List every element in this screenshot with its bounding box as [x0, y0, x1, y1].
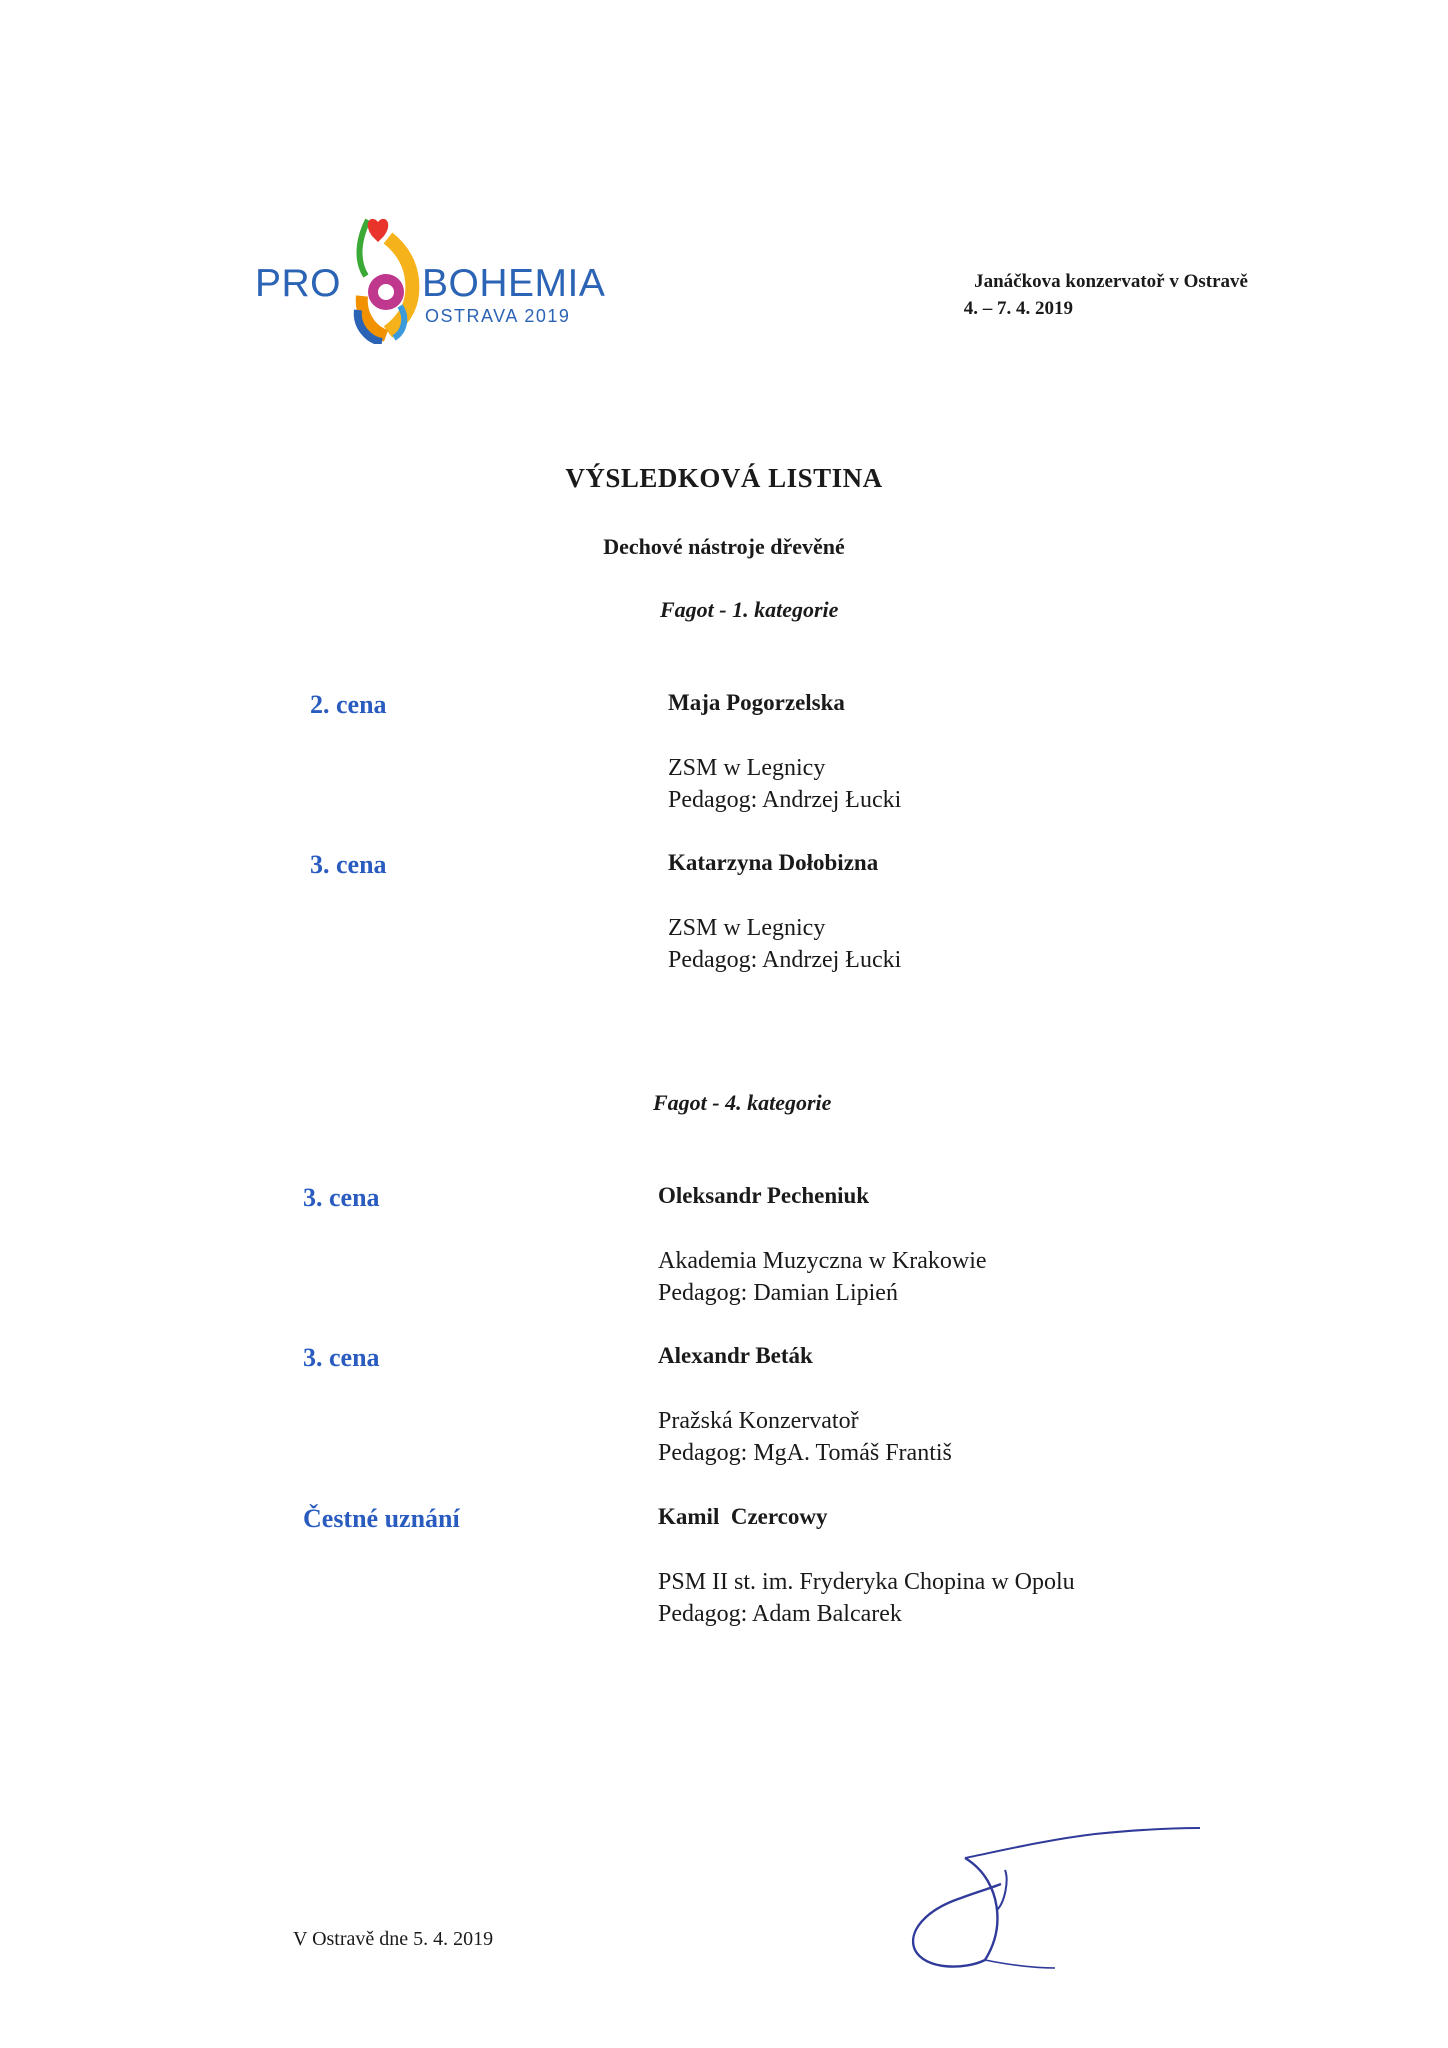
teacher-name: Pedagog: Andrzej Łucki [668, 947, 902, 973]
pro-bohemia-logo [250, 210, 610, 350]
school-name: Pražská Konzervatoř [658, 1408, 859, 1434]
prize-label: 3. cena [310, 850, 387, 879]
winner-details [668, 752, 901, 816]
logo-subtitle: OSTRAVA 2019 [425, 306, 571, 326]
teacher-name: Pedagog: Adam Balcarek [658, 1601, 902, 1627]
winner-name: Kamil Czercowy [658, 1504, 828, 1529]
date-line: V Ostravě dne 5. 4. 2019 [293, 1928, 494, 1950]
winner-name: Maja Pogorzelska [668, 690, 845, 715]
logo-emblem-icon [348, 214, 424, 344]
winner-details [658, 1566, 1075, 1630]
teacher-name: Pedagog: Damian Lipień [658, 1280, 898, 1306]
school-name: Akademia Muzyczna w Krakowie [658, 1248, 987, 1274]
signature-image [905, 1810, 1205, 1990]
prize-label: 2. cena [310, 690, 387, 719]
category-heading: Fagot - 1. kategorie [660, 597, 839, 622]
winner-name: Katarzyna Dołobizna [668, 850, 879, 875]
section-title: Dechové nástroje dřevěné [603, 534, 845, 559]
school-name: ZSM w Legnicy [668, 915, 826, 941]
logo-bohemia-text: BOHEMIA [422, 262, 606, 305]
document-title: VÝSLEDKOVÁ LISTINA [565, 463, 883, 493]
school-name: ZSM w Legnicy [668, 755, 826, 781]
venue-block [964, 268, 1248, 322]
winner-details [658, 1245, 987, 1309]
prize-label: Čestné uznání [303, 1504, 460, 1533]
winner-name: Oleksandr Pecheniuk [658, 1183, 870, 1208]
winner-details [668, 912, 901, 976]
logo-pro-text: PRO [255, 262, 342, 305]
winner-details [658, 1405, 952, 1469]
venue-dates: 4. – 7. 4. 2019 [963, 298, 1073, 319]
school-name: PSM II st. im. Fryderyka Chopina w Opolu [658, 1569, 1075, 1595]
prize-label: 3. cena [303, 1343, 380, 1372]
teacher-name: Pedagog: Andrzej Łucki [668, 787, 902, 813]
category-heading: Fagot - 4. kategorie [653, 1090, 832, 1115]
venue-name: Janáčkova konzervatoř v Ostravě [974, 271, 1248, 292]
winner-name: Alexandr Beták [658, 1343, 813, 1368]
prize-label: 3. cena [303, 1183, 380, 1212]
teacher-name: Pedagog: MgA. Tomáš Františ [658, 1440, 952, 1466]
